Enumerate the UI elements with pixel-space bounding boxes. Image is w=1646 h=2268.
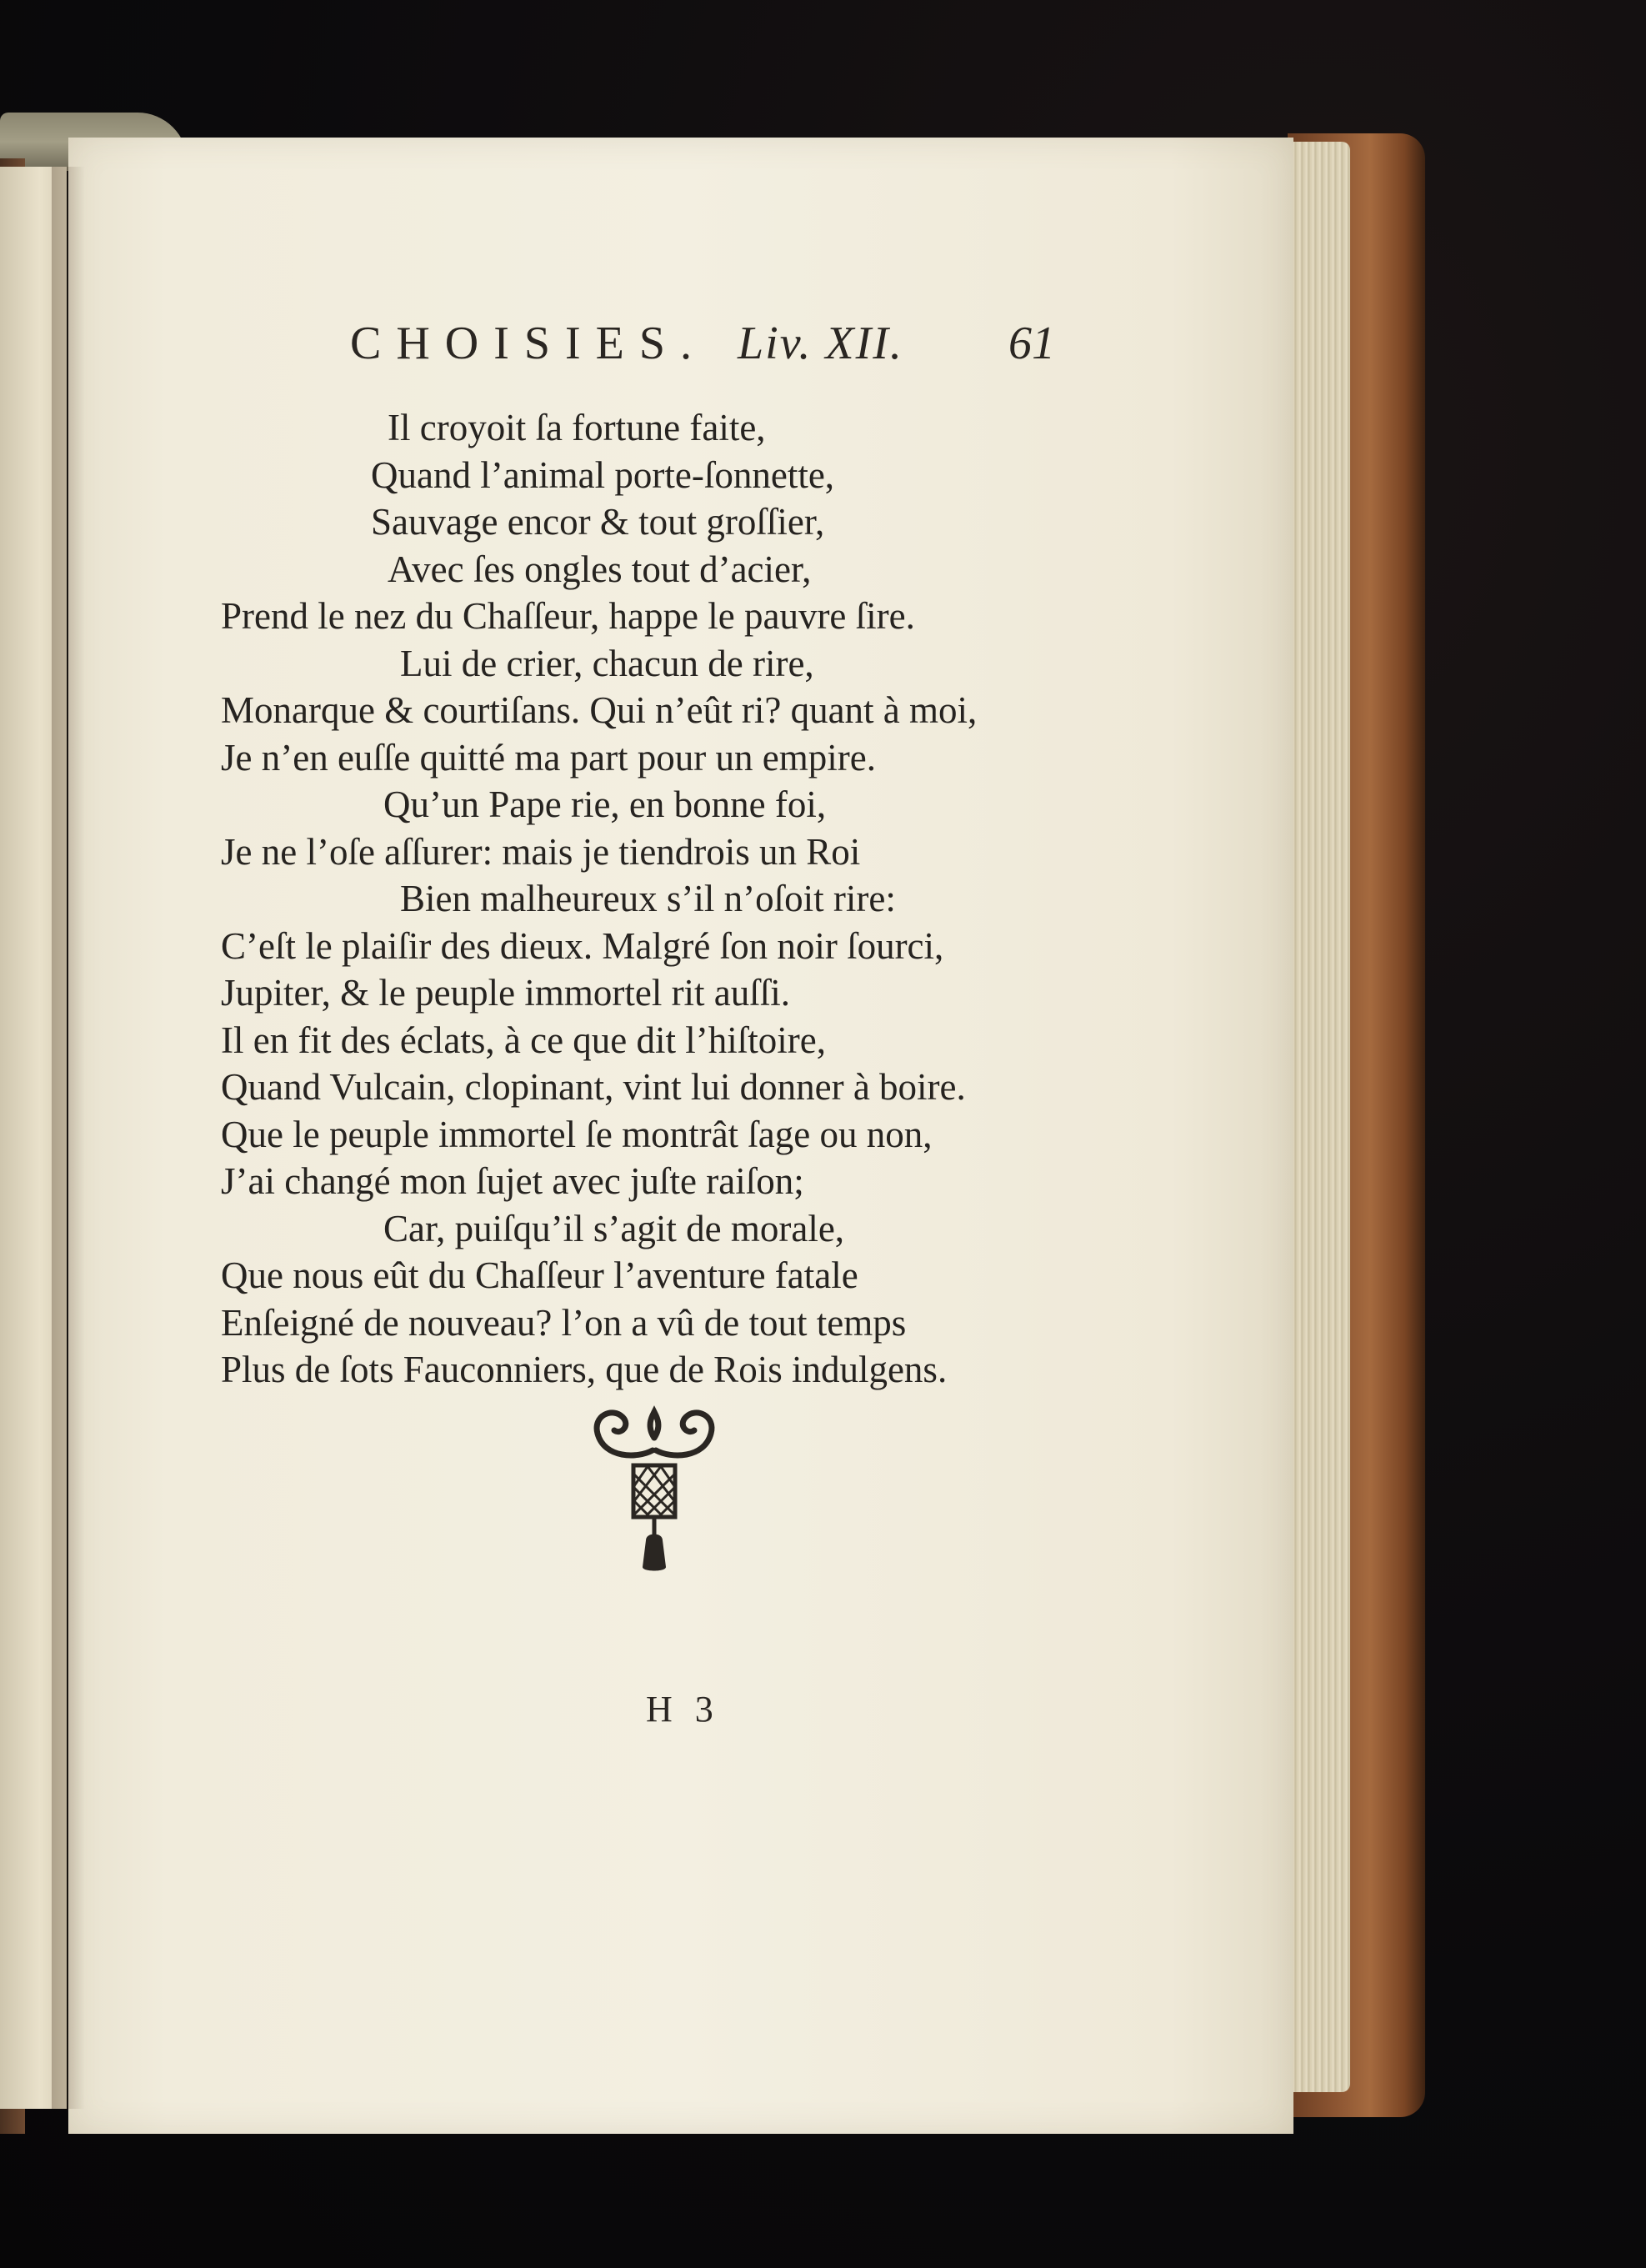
verse-line: Qu’un Pape rie, en bonne foi, bbox=[383, 784, 827, 825]
verse-line: Quand l’animal porte-ſonnette, bbox=[371, 453, 835, 496]
verse-line: Prend le nez du Chaſſeur, happe le pauvre ſire. bbox=[221, 595, 915, 637]
page-number: 61 bbox=[1008, 318, 1055, 369]
verse-line: Jupiter, & le peuple immortel rit auſſi. bbox=[221, 972, 791, 1014]
verse-line: Je ne l’oſe aſſurer: mais je tiendrois un Roi bbox=[221, 830, 861, 873]
verse-line: C’eſt le plaiſir des dieux. Malgré ſon noir ſourci, bbox=[221, 924, 944, 967]
verse-line: Il en fit des éclats, à ce que dit l’hiſtoire, bbox=[221, 1019, 826, 1061]
verse-line: Avec ſes ongles tout d’acier, bbox=[388, 548, 812, 590]
verse-line: Plus de ſots Fauconniers, que de Rois indulgens. bbox=[221, 1349, 948, 1390]
verse-line: Que nous eût du Chaſſeur l’aventure fatale bbox=[221, 1254, 858, 1296]
verse-line: Lui de crier, chacun de rire, bbox=[400, 642, 814, 684]
verse-line: J’ai changé mon ſujet avec juſte raiſon; bbox=[221, 1160, 804, 1202]
book-number: Liv. XII. bbox=[738, 318, 903, 369]
verse-line: Car, puiſqu’il s’agit de morale, bbox=[383, 1207, 845, 1249]
verse-line: Bien malheureux s’il n’oſoit rire: bbox=[400, 878, 896, 919]
page-gutter-shadow bbox=[52, 167, 85, 2109]
verse-line: Sauvage encor & tout groſſier, bbox=[371, 501, 825, 543]
verse-line: Il croyoit ſa fortune faite, bbox=[388, 407, 766, 448]
verse-line: Monarque & courtiſans. Qui n’eût ri? quant à moi, bbox=[221, 689, 978, 731]
tailpiece-ornament-icon bbox=[588, 1400, 721, 1580]
running-title: CHOISIES. bbox=[350, 318, 708, 369]
running-head bbox=[350, 317, 1067, 375]
verse-line: Que le peuple immortel ſe montrât ſage ou non, bbox=[221, 1113, 933, 1155]
verse-line: Quand Vulcain, clopinant, vint lui donner à boire. bbox=[221, 1066, 966, 1108]
verse-line: Je n’en euſſe quitté ma part pour un empire. bbox=[221, 736, 876, 779]
poem-text bbox=[221, 404, 1121, 1394]
signature-mark: H 3 bbox=[646, 1689, 720, 1730]
verse-line: Enſeigné de nouveau? l’on a vû de tout temps bbox=[221, 1301, 907, 1344]
